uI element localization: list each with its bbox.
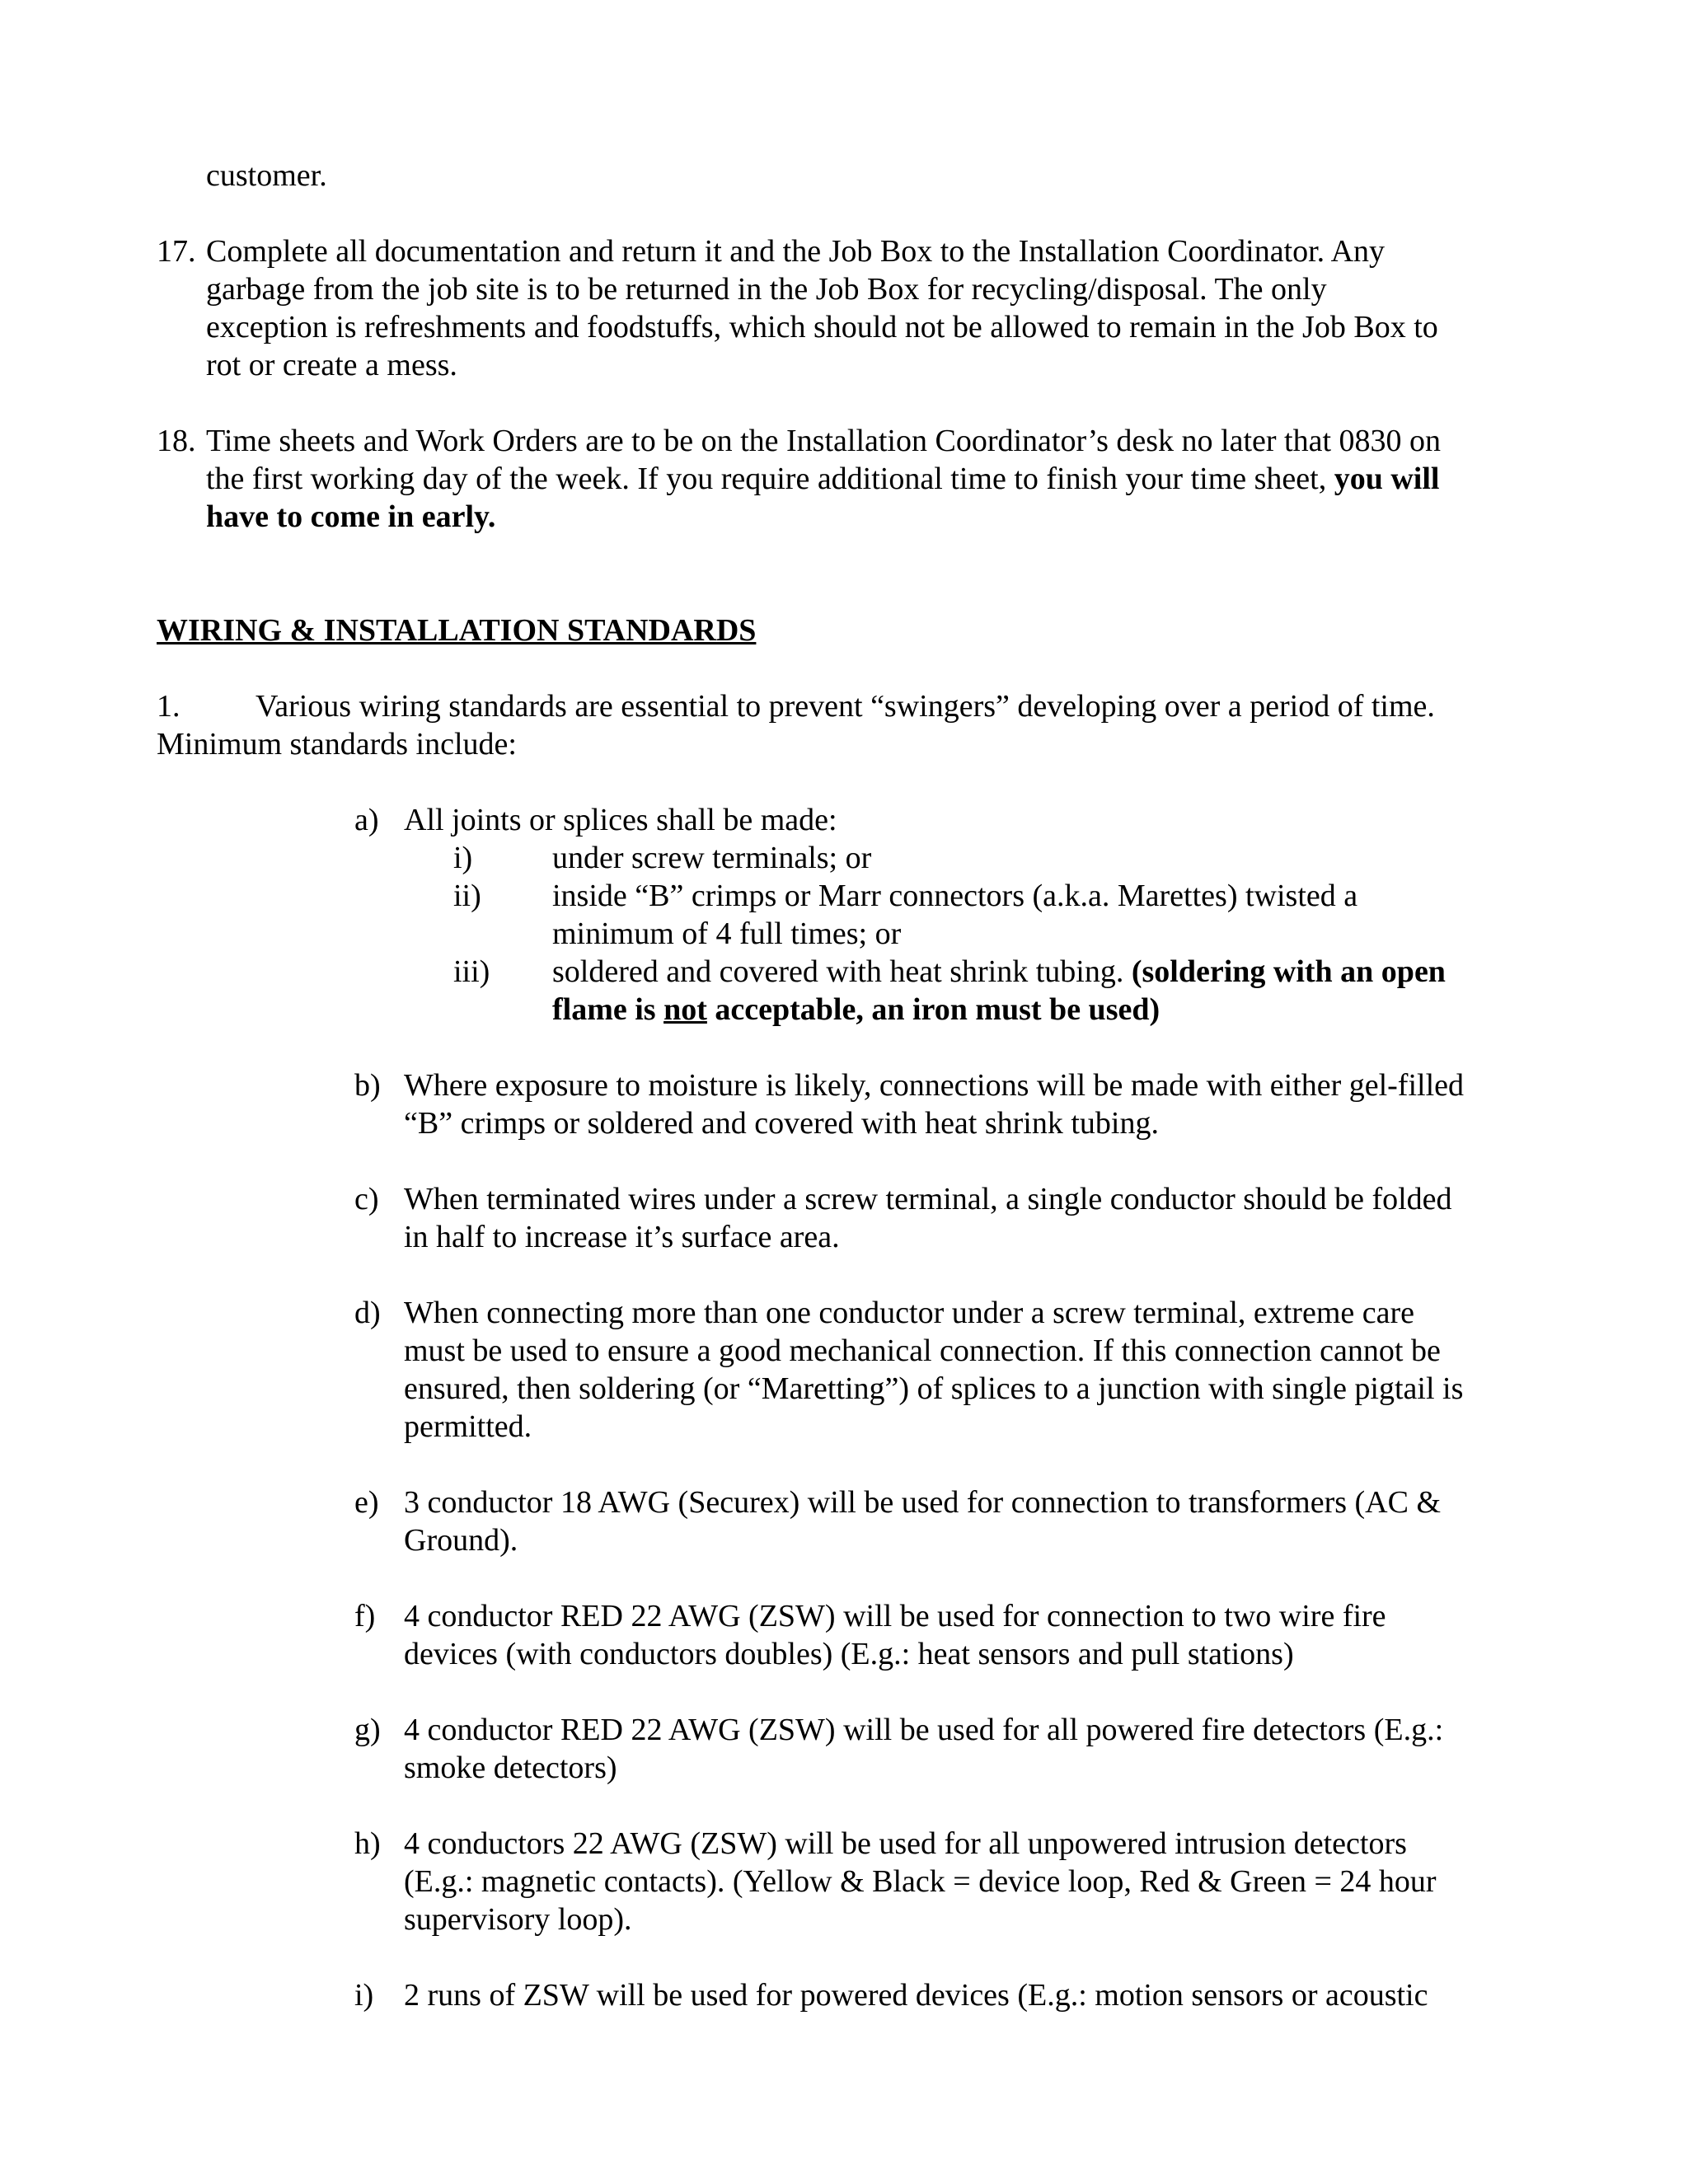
item-line: must be used to ensure a good mechanical connection. If this connection cannot be [404, 1333, 1441, 1368]
item-letter: b) [354, 1068, 381, 1103]
item-line: “B” crimps or soldered and covered with heat shrink tubing. [404, 1106, 1159, 1141]
item-line: exception is refreshments and foodstuffs, which should not be allowed to remain in the Job Box to [206, 310, 1438, 344]
item-letter: d) [354, 1296, 381, 1330]
item-body [404, 1066, 1464, 1142]
item-emphasis-line: have to come in early. [206, 499, 496, 534]
sub-item-text: minimum of 4 full times; or [552, 916, 902, 951]
item-line: Ground). [404, 1523, 518, 1558]
item-letter: f) [354, 1599, 376, 1633]
sub-item-emphasis: (soldering with an open [1131, 954, 1446, 989]
item-letter: g) [354, 1713, 381, 1747]
intro-line: Various wiring standards are essential to prevent “swingers” developing over a period of time. [256, 689, 1435, 724]
intro-line: Minimum standards include: [157, 727, 517, 762]
item-line: 4 conductor RED 22 AWG (ZSW) will be used for connection to two wire fire [404, 1599, 1386, 1633]
item-line: rot or create a mess. [206, 348, 457, 382]
item-body [404, 1825, 1437, 1938]
sub-item-emphasis: acceptable, an iron must be used) [706, 992, 1160, 1027]
item-letter: a) [354, 803, 379, 837]
item-body [206, 422, 1441, 536]
roman-numeral: i) [453, 841, 473, 875]
item-line: 4 conductors 22 AWG (ZSW) will be used for all unpowered intrusion detectors [404, 1826, 1407, 1861]
continuation-line: customer. [206, 158, 327, 193]
item-body [404, 1711, 1443, 1787]
item-line: When terminated wires under a screw terminal, a single conductor should be folded [404, 1182, 1452, 1216]
item-body [404, 1294, 1463, 1446]
item-line: When connecting more than one conductor under a screw terminal, extreme care [404, 1296, 1415, 1330]
sub-item-text: inside “B” crimps or Marr connectors (a.k.a. Marettes) twisted a [552, 879, 1358, 913]
item-line: permitted. [404, 1409, 532, 1444]
item-line: 4 conductor RED 22 AWG (ZSW) will be used for all powered fire detectors (E.g.: [404, 1713, 1444, 1747]
item-body [404, 1483, 1441, 1559]
sub-item-plain: soldered and covered with heat shrink tubing. [552, 954, 1132, 989]
sub-item-underlined: not [663, 992, 707, 1027]
roman-numeral: ii) [453, 879, 481, 913]
item-letter: h) [354, 1826, 381, 1861]
item-line [206, 460, 1441, 498]
item-line: 3 conductor 18 AWG (Securex) will be used for connection to transformers (AC & [404, 1485, 1442, 1520]
roman-numeral: iii) [453, 954, 490, 989]
item-letter: e) [354, 1485, 379, 1520]
item-emphasis: you will [1334, 462, 1440, 496]
item-body [404, 1597, 1386, 1673]
sub-item-emphasis: flame is [552, 992, 664, 1027]
item-number: 17. [157, 234, 196, 269]
item-body [404, 1180, 1452, 1256]
sub-item-text: under screw terminals; or [552, 841, 872, 875]
section-heading: WIRING & INSTALLATION STANDARDS [157, 613, 757, 648]
item-line: Time sheets and Work Orders are to be on the Installation Coordinator’s desk no later that 0830 on [206, 424, 1442, 458]
sub-item-text [552, 953, 1446, 991]
item-text: All joints or splices shall be made: [404, 803, 837, 837]
intro-number: 1. [157, 689, 181, 724]
item-letter: c) [354, 1182, 379, 1216]
sub-item-emphasis-line [552, 991, 1160, 1029]
item-line: (E.g.: magnetic contacts). (Yellow & Black = device loop, Red & Green = 24 hour [404, 1864, 1437, 1899]
item-line: supervisory loop). [404, 1902, 632, 1937]
item-body [404, 1976, 1428, 2014]
continuation-text [206, 157, 327, 194]
item-line: ensured, then soldering (or “Maretting”) of splices to a junction with single pigtail is [404, 1371, 1464, 1406]
item-number: 18. [157, 424, 196, 458]
item-text: the first working day of the week. If you require additional time to finish your time sheet, [206, 462, 1334, 496]
item-line: garbage from the job site is to be returned in the Job Box for recycling/disposal. The only [206, 272, 1327, 307]
item-line: 2 runs of ZSW will be used for powered devices (E.g.: motion sensors or acoustic [404, 1978, 1428, 2013]
item-line: in half to increase it’s surface area. [404, 1220, 840, 1254]
item-line: smoke detectors) [404, 1750, 617, 1785]
item-letter: i) [354, 1978, 374, 2013]
item-body [206, 232, 1438, 384]
item-line: Complete all documentation and return it and the Job Box to the Installation Coordinator. Any [206, 234, 1386, 269]
item-line: devices (with conductors doubles) (E.g.: heat sensors and pull stations) [404, 1637, 1294, 1671]
item-line: Where exposure to moisture is likely, connections will be made with either gel-filled [404, 1068, 1464, 1103]
